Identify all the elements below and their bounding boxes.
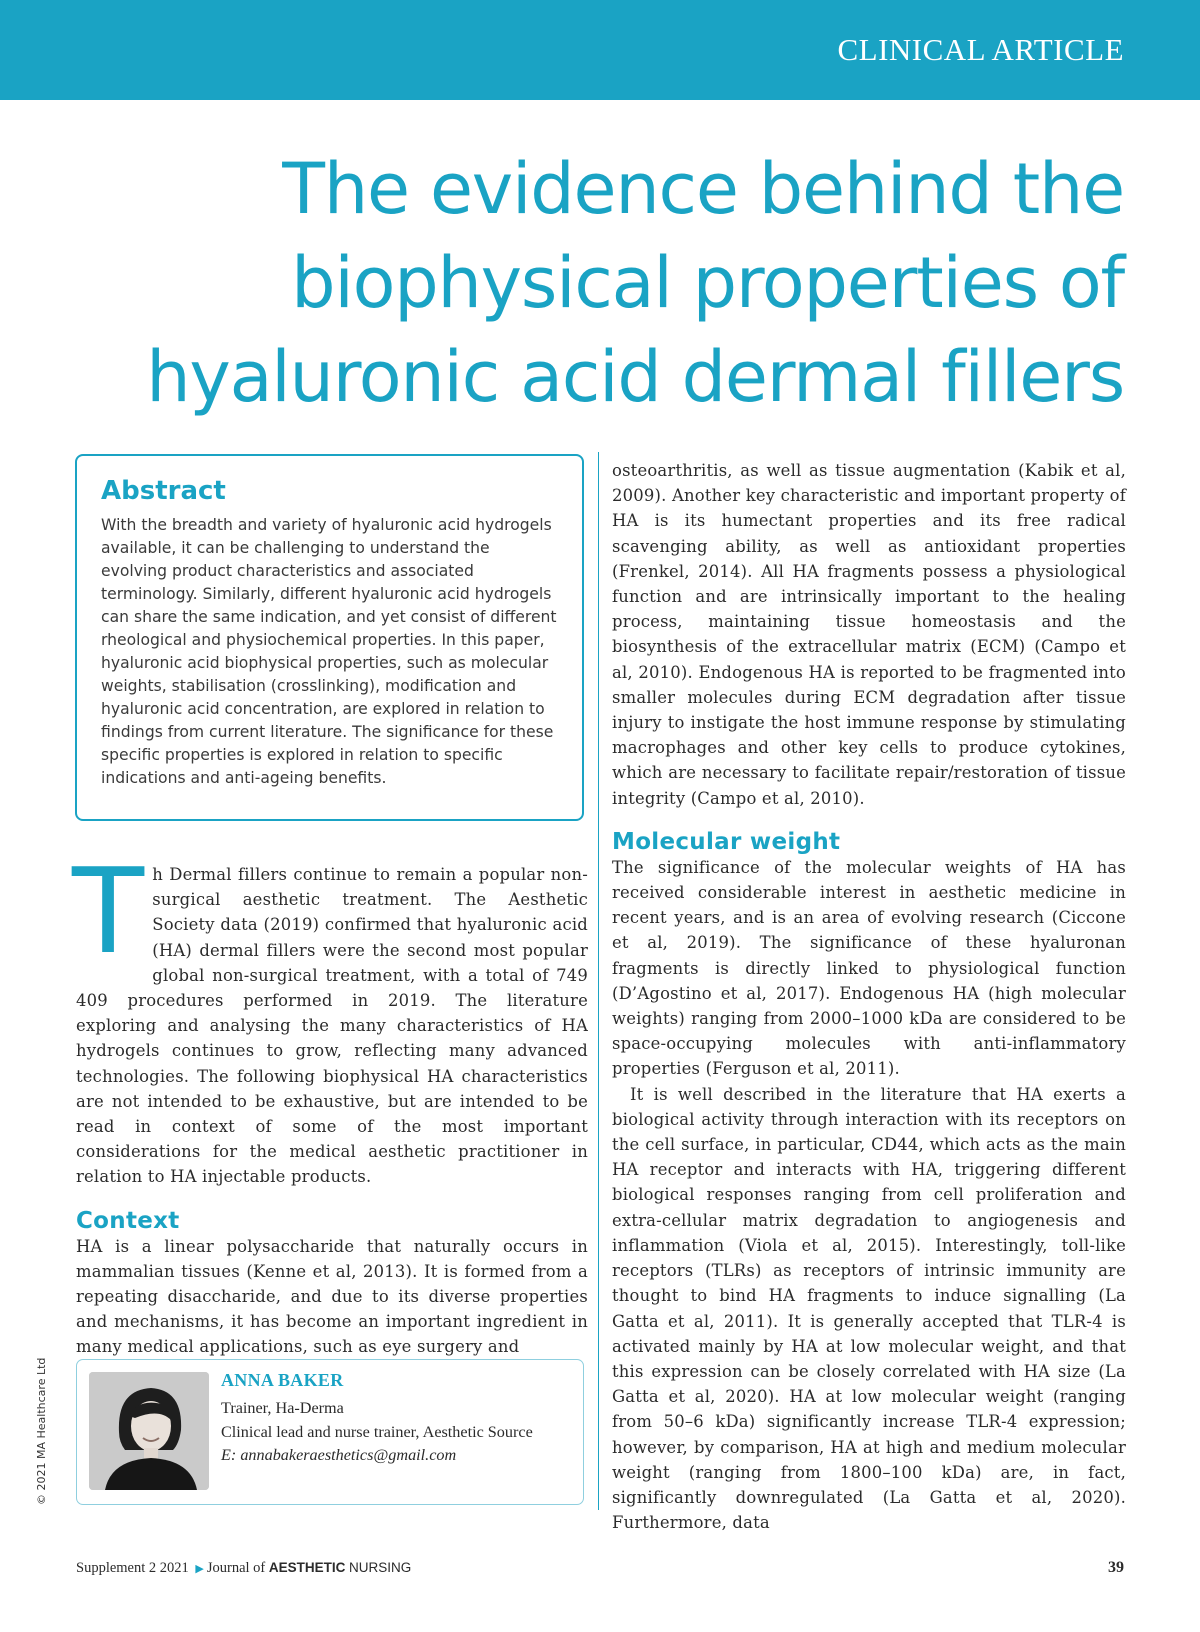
intro-text: h Dermal fillers continue to remain a popular non-surgical aesthetic treatment. The Aesthetic Society data (2019) confirmed that hyaluronic acid (HA) dermal fillers were the second most popular global non-surgical treatment, with a total of 749 409 procedures performed in 2019. The literature exploring and analysing the many characteristics of HA hydrogels continues to grow, reflecting many advanced technologies. The following biophysical HA characteristics are not intended to be exhaustive, but are intended to be read in context of some of the most important considerations for the medical aesthetic practitioner in relation to HA injectable products. — [76, 865, 588, 1187]
continuation-paragraph: osteoarthritis, as well as tissue augmentation (Kabik et al, 2009). Another key characteristic and important property of HA is its humectant properties and its free radical scavenging ability, as well as antioxidant properties (Frenkel, 2014). All HA fragments possess a physiological function and are intrinsically important to the healing process, maintaining tissue homeostasis and the biosynthesis of the extracellular matrix (ECM) (Campo et al, 2010). Endogenous HA is reported to be fragmented into smaller molecules during ECM degradation after tissue injury to instigate the host immune response by stimulating macrophages and other key cells to produce cytokines, which are necessary to facilitate repair/restoration of tissue integrity (Campo et al, 2010). — [612, 461, 1126, 808]
footer-journal-prefix: Journal of — [206, 1560, 266, 1576]
author-name: ANNA BAKER — [221, 1370, 344, 1390]
abstract-box — [75, 454, 584, 821]
author-photo — [89, 1372, 209, 1490]
header-banner — [0, 0, 1200, 100]
molecular-weight-paragraph-2: It is well described in the literature that HA exerts a biological activity through interaction with its receptors on the cell surface, in particular, CD44, which acts as the main HA receptor and interacts with HA, triggering different biological responses ranging from cell proliferation and extra-cellular matrix degradation to angiogenesis and inflammation (Viola et al, 2015). Interestingly, toll-like receptors (TLRs) as receptors of intrinsic immunity are thought to bind HA fragments to induce signalling (La Gatta et al, 2011). It is generally accepted that TLR-4 is activated mainly by HA at low molecular weight, and that this expression can be closely correlated with HA size (La Gatta et al, 2020). HA at low molecular weight (ranging from 50–6 kDa) significantly increase TLR-4 expression; however, by comparison, HA at high and medium molecular weight (ranging from 1800–100 kDa) are, in fact, significantly downregulated (La Gatta et al, 2020). Furthermore, data — [612, 1084, 1126, 1533]
title-line-1: The evidence behind the — [282, 148, 1124, 230]
article-title — [124, 142, 1124, 424]
footer-supplement: Supplement 2 2021 — [76, 1560, 189, 1576]
column-divider — [598, 452, 599, 1510]
footer-journal-suffix: NURSING — [349, 1560, 412, 1575]
abstract-heading: Abstract — [101, 476, 226, 506]
molecular-weight-heading: Molecular weight — [612, 828, 841, 855]
section-label: CLINICAL ARTICLE — [837, 32, 1124, 67]
author-portrait-icon — [89, 1372, 209, 1490]
author-box — [76, 1359, 584, 1505]
title-line-3: hyaluronic acid dermal fillers — [146, 336, 1124, 418]
title-line-2: biophysical properties of — [291, 242, 1124, 324]
molecular-weight-paragraph-1: The significance of the molecular weights of HA has received considerable interest in aesthetic medicine in recent years, and is an area of evolving research (Ciccone et al, 2019). The significance of these hyaluronan fragments is directly linked to physiological function (D’Agostino et al, 2017). Endogenous HA (high molecular weights) ranging from 2000–1000 kDa are considered to be space-occupying molecules with anti-inflammatory properties (Ferguson et al, 2011). — [612, 857, 1126, 1079]
left-column — [72, 842, 588, 1360]
context-heading: Context — [76, 1207, 180, 1234]
author-role-2: Clinical lead and nurse trainer, Aesthetic Source — [221, 1422, 533, 1441]
right-column — [612, 458, 1126, 1535]
triangle-right-icon: ▶ — [195, 1563, 204, 1575]
abstract-text: With the breadth and variety of hyaluronic acid hydrogels available, it can be challenging to understand the evolving product characteristics and associated terminology. Similarly, different hyaluronic acid hydrogels can share the same indication, and yet consist of different rheological and physiochemical properties. In this paper, hyaluronic acid biophysical properties, such as molecular weights, stabilisation (crosslinking), modification and hyaluronic acid concentration, are explored in relation to findings from current literature. The significance for these specific properties is explored in relation to specific indications and anti-ageing benefits. — [101, 516, 557, 787]
copyright-notice: © 2021 MA Healthcare Ltd — [35, 1357, 48, 1505]
drop-cap: T — [72, 842, 145, 980]
footer-journal-bold: AESTHETIC — [268, 1560, 346, 1575]
intro-paragraph — [72, 842, 588, 1190]
author-role-1: Trainer, Ha-Derma — [221, 1399, 344, 1417]
page-number: 39 — [1108, 1559, 1124, 1576]
author-email[interactable]: E: annabakeraesthetics@gmail.com — [221, 1446, 457, 1464]
context-paragraph: HA is a linear polysaccharide that naturally occurs in mammalian tissues (Kenne et al, 2013). It is formed from a repeating disaccharide, and due to its diverse properties and mechanisms, it has become an important ingredient in many medical applications, such as eye surgery and — [76, 1236, 588, 1357]
footer — [76, 1560, 411, 1577]
author-info — [221, 1370, 533, 1468]
